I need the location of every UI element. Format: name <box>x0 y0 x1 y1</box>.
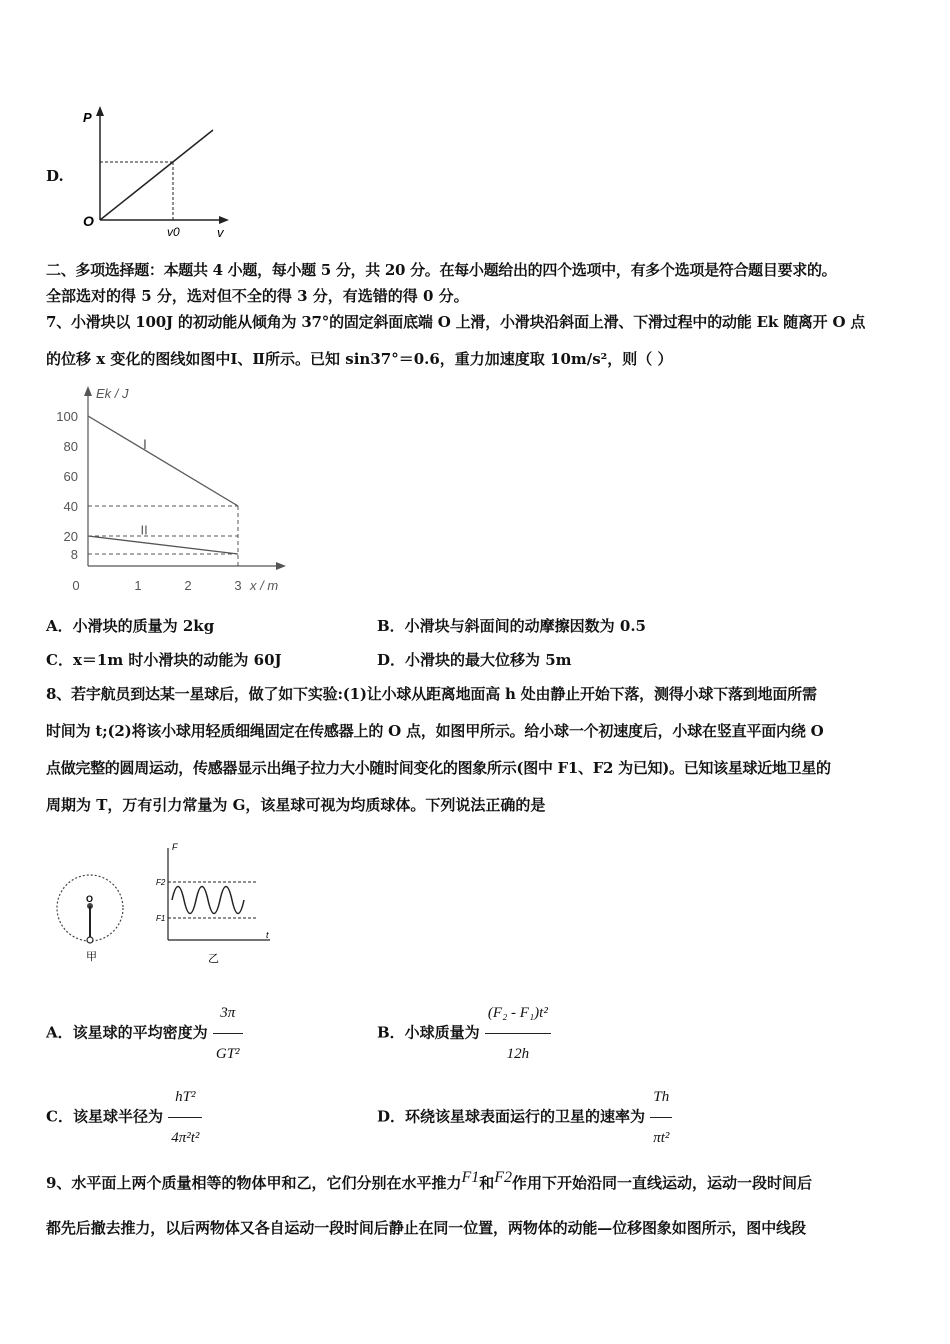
series-label-II: II <box>140 522 148 538</box>
x-axis-label: x / m <box>250 578 279 593</box>
q8-option-c-den: 4π²t² <box>171 1130 200 1146</box>
q7-line1: 7、小滑块以 100J 的初动能从倾角为 37°的固定斜面底端 O 上滑，小滑块沿斜面上滑、下滑过程中的动能 Ek 随离开 O 点 <box>46 313 866 331</box>
q8-option-c-num: hT² <box>168 1077 202 1118</box>
v0-label: v0 <box>167 225 180 239</box>
ek-x-chart <box>40 378 300 598</box>
q8-option-d-text: D．环绕该星球表面运行的卫星的速率为 <box>377 1107 646 1126</box>
v-label: v <box>217 225 224 240</box>
q9-and: 和 <box>479 1174 495 1192</box>
q8-option-a <box>46 993 243 1074</box>
f-label: F <box>172 842 178 852</box>
q9-f2: F2 <box>494 1169 513 1186</box>
x-tick-label-2: 2 <box>184 578 192 593</box>
origin-label: O <box>83 213 94 229</box>
q8-option-b <box>377 993 551 1074</box>
y-tick-label-40: 40 <box>63 499 78 514</box>
section2-line1: 二、多项选择题：本题共 4 小题，每小题 5 分，共 20 分。在每小题给出的四个选项中，有多个选项是符合题目要求的。 <box>46 261 837 279</box>
series-line-I <box>88 416 238 506</box>
y-axis-label: Ek / J <box>96 386 129 401</box>
q9-line2: 都先后撤去推力，以后两物体又各自运动一段时间后静止在同一位置，两物体的动能—位移图象如图所示，图中线段 <box>46 1219 806 1237</box>
y-tick-label-60: 60 <box>63 469 78 484</box>
f2-label: F2 <box>156 878 166 887</box>
q7-option-d: D．小滑块的最大位移为 5m <box>377 651 572 669</box>
q8-line3: 点做完整的圆周运动，传感器显示出绳子拉力大小随时间变化的图象所示(图中 F1、F2 为已知)。已知该星球近地卫星的 <box>46 759 831 777</box>
q8-option-d-den: πt² <box>653 1130 670 1146</box>
q7-line2: 的位移 x 变化的图线如图中Ⅰ、Ⅱ所示。已知 sin37°＝0.6，重力加速度取 10m/s²，则（ ） <box>46 350 673 368</box>
q7-option-a: A．小滑块的质量为 2kg <box>46 617 215 635</box>
y-tick-label-20: 20 <box>63 529 78 544</box>
jia-label: 甲 <box>86 951 97 963</box>
q8-option-b-fraction <box>485 993 551 1074</box>
o-label: O <box>86 894 94 904</box>
figure-jia <box>50 858 140 966</box>
x-tick-label-0: 0 <box>72 578 80 593</box>
q8-option-a-fraction <box>213 993 243 1074</box>
q8-option-a-den: GT² <box>215 1046 240 1062</box>
y-tick-label-8: 8 <box>70 547 78 562</box>
q8-option-c-fraction <box>168 1077 202 1158</box>
q9-f1: F1 <box>461 1169 480 1186</box>
series-label-I: I <box>143 436 147 452</box>
p-v-line <box>100 130 213 220</box>
p-v-graph <box>75 100 235 240</box>
tension-wave <box>172 887 244 914</box>
option-d-label: D. <box>46 167 64 185</box>
figure-yi <box>152 840 277 968</box>
q8-option-b-den: 12h <box>506 1046 530 1062</box>
section2-line2: 全部选对的得 5 分，选对但不全的得 3 分，有选错的得 0 分。 <box>46 287 469 305</box>
f1-label: F1 <box>156 914 166 923</box>
q7-option-b: B．小滑块与斜面间的动摩擦因数为 0.5 <box>377 617 646 635</box>
x-tick-label-1: 1 <box>134 578 142 593</box>
q9-part2: 作用下开始沿同一直线运动，运动一段时间后 <box>512 1174 813 1192</box>
q8-option-d-num: Th <box>650 1077 672 1118</box>
q8-option-b-num: (F₂ - F₁)t² <box>485 993 551 1034</box>
q8-option-d <box>377 1077 672 1158</box>
q9-line1 <box>46 1168 812 1193</box>
q8-line2: 时间为 t;(2)将该小球用轻质细绳固定在传感器上的 O 点，如图甲所示。给小球一个初速度后，小球在竖直平面内绕 O <box>46 722 824 740</box>
q8-option-d-fraction <box>650 1077 672 1158</box>
y-tick-label-100: 100 <box>56 409 78 424</box>
ball <box>87 937 93 943</box>
p-label: P <box>83 110 92 125</box>
q8-line4: 周期为 T，万有引力常量为 G，该星球可视为均质球体。下列说法正确的是 <box>46 796 546 814</box>
q7-option-c: C．x＝1m 时小滑块的动能为 60J <box>46 651 282 669</box>
t-label: t <box>266 930 269 940</box>
x-tick-label-3: 3 <box>234 578 242 593</box>
series-line-II <box>88 536 238 554</box>
q8-option-b-text: B．小球质量为 <box>377 1023 480 1042</box>
q8-option-a-text: A．该星球的平均密度为 <box>46 1023 208 1042</box>
y-tick-label-80: 80 <box>63 439 78 454</box>
q9-part1: 9、水平面上两个质量相等的物体甲和乙，它们分别在水平推力 <box>46 1174 462 1192</box>
q8-line1: 8、若宇航员到达某一星球后，做了如下实验:(1)让小球从距离地面高 h 处由静止开始下落，测得小球下落到地面所需 <box>46 685 817 703</box>
q8-option-c <box>46 1077 202 1158</box>
yi-label: 乙 <box>208 953 219 965</box>
q8-option-c-text: C．该星球半径为 <box>46 1107 163 1126</box>
q8-option-a-num: 3π <box>213 993 243 1034</box>
